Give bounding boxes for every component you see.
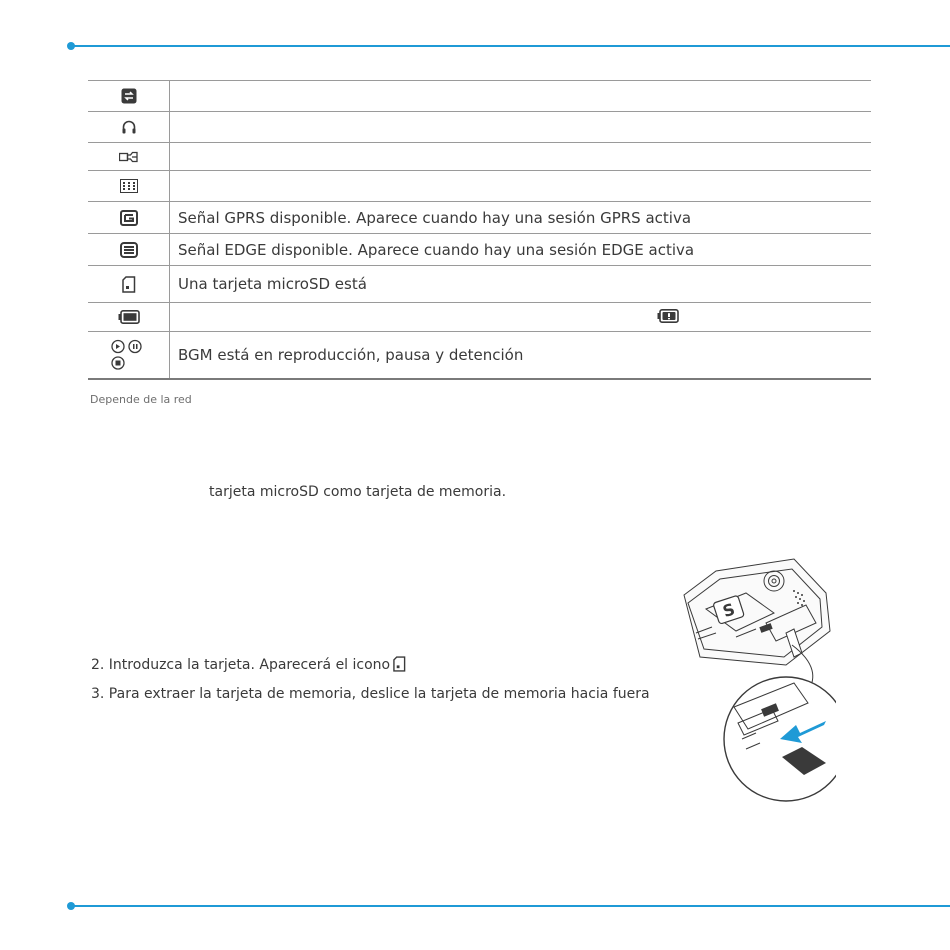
gprs-signal-icon (88, 210, 169, 226)
bgm-player-icon (88, 339, 169, 371)
keypad-grid-icon (88, 179, 169, 193)
instruction-step-2 (91, 656, 406, 676)
table-row (88, 171, 871, 202)
table-icon-cell (88, 266, 170, 303)
instruction-step-2-text: 2. Introduzca la tarjeta. Aparecerá el icono (91, 657, 391, 673)
table-text-cell (170, 81, 872, 112)
table-icon-cell (88, 202, 170, 234)
table-icon-cell (88, 171, 170, 202)
table-row (88, 332, 871, 379)
data-transfer-icon (88, 88, 169, 104)
status-icon-table (88, 80, 871, 380)
table-text-cell: Una tarjeta microSD está (170, 266, 872, 303)
table-icon-cell (88, 234, 170, 266)
microsd-card-icon (88, 276, 169, 293)
sim-label: S (720, 599, 738, 622)
table-icon-cell (88, 332, 170, 379)
microsd-card-icon (393, 656, 406, 676)
battery-icon (88, 310, 169, 324)
table-row (88, 234, 871, 266)
table-text-cell: Señal GPRS disponible. Aparece cuando hay una sesión GPRS activa (170, 202, 872, 234)
table-icon-cell (88, 81, 170, 112)
edge-signal-icon (88, 242, 169, 258)
table-row (88, 81, 871, 112)
table-text-cell (170, 171, 872, 202)
headset-icon (88, 119, 169, 135)
memory-card-paragraph: tarjeta microSD como tarjeta de memoria. (209, 484, 507, 500)
top-divider (72, 45, 950, 47)
table-row (88, 202, 871, 234)
table-icon-cell (88, 303, 170, 332)
low-battery-warning-icon (657, 309, 679, 327)
phone-card-slot-drawing (676, 553, 836, 803)
table-icon-cell (88, 112, 170, 143)
memory-card-insertion-illustration (676, 553, 836, 803)
bottom-divider (72, 905, 950, 907)
footnote: Depende de la red (90, 393, 192, 406)
bottom-divider-dot (67, 902, 75, 910)
table-row (88, 112, 871, 143)
table-row (88, 266, 871, 303)
table-text-cell: BGM está en reproducción, pausa y detención (170, 332, 872, 379)
usb-connection-icon (88, 151, 169, 163)
top-divider-dot (67, 42, 75, 50)
instruction-step-3: 3. Para extraer la tarjeta de memoria, deslice la tarjeta de memoria hacia fuera (91, 686, 650, 702)
table-row (88, 143, 871, 171)
table-text-cell (170, 112, 872, 143)
table-text-cell (170, 143, 872, 171)
table-text-cell: Señal EDGE disponible. Aparece cuando hay una sesión EDGE activa (170, 234, 872, 266)
table-text-cell (170, 303, 872, 332)
table-icon-cell (88, 143, 170, 171)
table-row (88, 303, 871, 332)
